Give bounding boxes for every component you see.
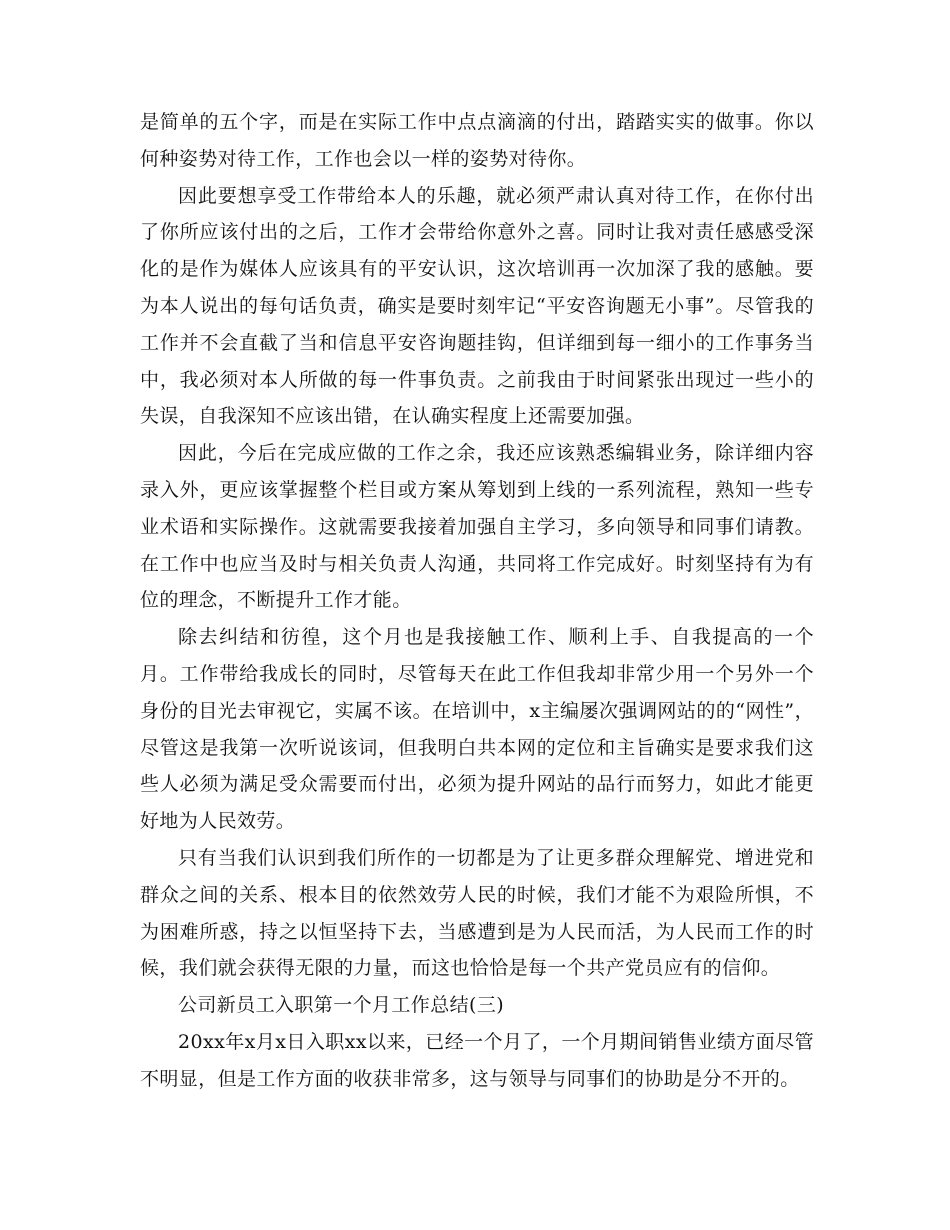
section-heading: 公司新员工入职第一个月工作总结(三) bbox=[178, 994, 505, 1017]
paragraph-2: 因此要想享受工作带给本人的乐趣，就必须严肃认真对待工作，在你付出了你所应该付出的之后，工作才会带给你意外之喜。同时让我对责任感感受深化的是作为媒体人应该具有的平安认识，这次培训再一次加深了我的感触。要为本人说出的每句话负责，确实是要时刻牢记“平安咨询题无小事”。尽管我的工作并不会直截了当和信息平安咨询题挂钩，但详细到每一细小的工作事务当中，我必须对本人所做的每一件事负责。之前我由于时间紧张出现过一些小的失误，自我深知不应该出错，在认确实程度上还需要加强。 bbox=[140, 184, 814, 428]
paragraph-5: 只有当我们认识到我们所作的一切都是为了让更多群众理解党、增进党和群众之间的关系、根本目的依然效劳人民的时候，我们才能不为艰险所惧，不为困难所惑，持之以恒坚持下去，当感遭到是为人民而活，为人民而工作的时候，我们就会获得无限的力量，而这也恰恰是每一个共产党员应有的信仰。 bbox=[140, 846, 814, 980]
paragraph-4: 除去纠结和彷徨，这个月也是我接触工作、顺利上手、自我提高的一个月。工作带给我成长的同时，尽管每天在此工作但我却非常少用一个另外一个身份的目光去审视它，实属不该。在培训中，x主编屡次强调网站的的“网性”，尽管这是我第一次听说该词，但我明白共本网的定位和主旨确实是要求我们这些人必须为满足受众需要而付出，必须为提升网站的品行而努力，如此才能更好地为人民效劳。 bbox=[140, 626, 814, 833]
paragraph-3: 因此，今后在完成应做的工作之余，我还应该熟悉编辑业务，除详细内容录入外，更应该掌握整个栏目或方案从筹划到上线的一系列流程，熟知一些专业术语和实际操作。这就需要我接着加强自主学习，多向领导和同事们请教。在工作中也应当及时与相关负责人沟通，共同将工作完成好。时刻坚持有为有位的理念，不断提升工作才能。 bbox=[140, 442, 814, 612]
paragraph-6: 20xx年x月x日入职xx以来，已经一个月了，一个月期间销售业绩方面尽管不明显，但是工作方面的收获非常多，这与领导与同事们的协助是分不开的。 bbox=[140, 1030, 814, 1090]
paragraph-1: 是简单的五个字，而是在实际工作中点点滴滴的付出，踏踏实实的做事。你以何种姿势对待工作，工作也会以一样的姿势对待你。 bbox=[140, 111, 814, 170]
document-page bbox=[140, 104, 814, 1098]
